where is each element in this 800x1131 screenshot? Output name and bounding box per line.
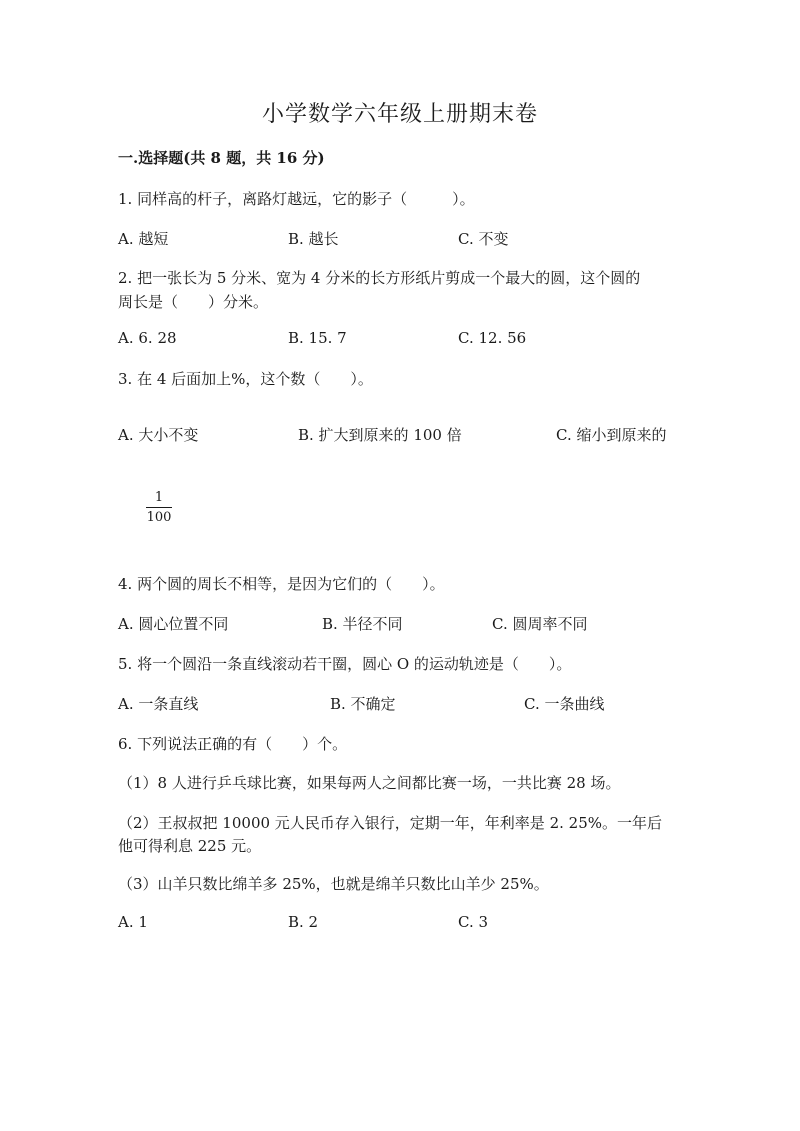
q3-option-b: B. 扩大到原来的 100 倍 [298,426,462,444]
section-heading: 一.选择题(共 8 题，共 16 分) [118,149,325,167]
q6-statement-1: （1）8 人进行乒乓球比赛，如果每两人之间都比赛一场，一共比赛 28 场。 [118,774,621,792]
fraction-one-hundredth [146,490,172,525]
q5-option-b: B. 不确定 [330,695,396,713]
q4-option-b: B. 半径不同 [322,615,403,633]
q4-option-c: C. 圆周率不同 [492,615,588,633]
fraction-denominator: 100 [146,510,172,525]
q5-option-a: A. 一条直线 [118,695,199,713]
q6-statement-2-line-1: （2）王叔叔把 10000 元人民币存入银行，定期一年，年利率是 2. 25%。一年后 [118,814,662,832]
q6-option-a: A. 1 [118,913,148,931]
question-3: 3. 在 4 后面加上%，这个数（ ）。 [118,370,373,388]
q1-option-b: B. 越长 [288,230,339,248]
q6-statement-2-line-2: 他可得利息 225 元。 [118,837,262,855]
q2-option-b: B. 15. 7 [288,329,347,347]
q2-option-c: C. 12. 56 [458,329,527,347]
q1-option-a: A. 越短 [118,230,169,248]
question-5: 5. 将一个圆沿一条直线滚动若干圈，圆心 O 的运动轨迹是（ ）。 [118,655,572,673]
q3-option-c: C. 缩小到原来的 [556,426,667,444]
question-2-line-1: 2. 把一张长为 5 分米、宽为 4 分米的长方形纸片剪成一个最大的圆，这个圆的 [118,269,641,287]
q6-statement-3: （3）山羊只数比绵羊多 25%，也就是绵羊只数比山羊少 25%。 [118,875,549,893]
question-6: 6. 下列说法正确的有（ ）个。 [118,735,348,753]
q4-option-a: A. 圆心位置不同 [118,615,229,633]
question-1: 1. 同样高的杆子，离路灯越远，它的影子（ ）。 [118,190,475,208]
q6-option-b: B. 2 [288,913,319,931]
question-2-line-2: 周长是（ ）分米。 [118,293,269,311]
q1-option-c: C. 不变 [458,230,509,248]
q3-option-a: A. 大小不变 [118,426,199,444]
q5-option-c: C. 一条曲线 [524,695,605,713]
fraction-numerator: 1 [146,490,172,508]
question-4: 4. 两个圆的周长不相等，是因为它们的（ ）。 [118,575,445,593]
page-title: 小学数学六年级上册期末卷 [261,102,538,127]
q2-option-a: A. 6. 28 [118,329,177,347]
q6-option-c: C. 3 [458,913,489,931]
